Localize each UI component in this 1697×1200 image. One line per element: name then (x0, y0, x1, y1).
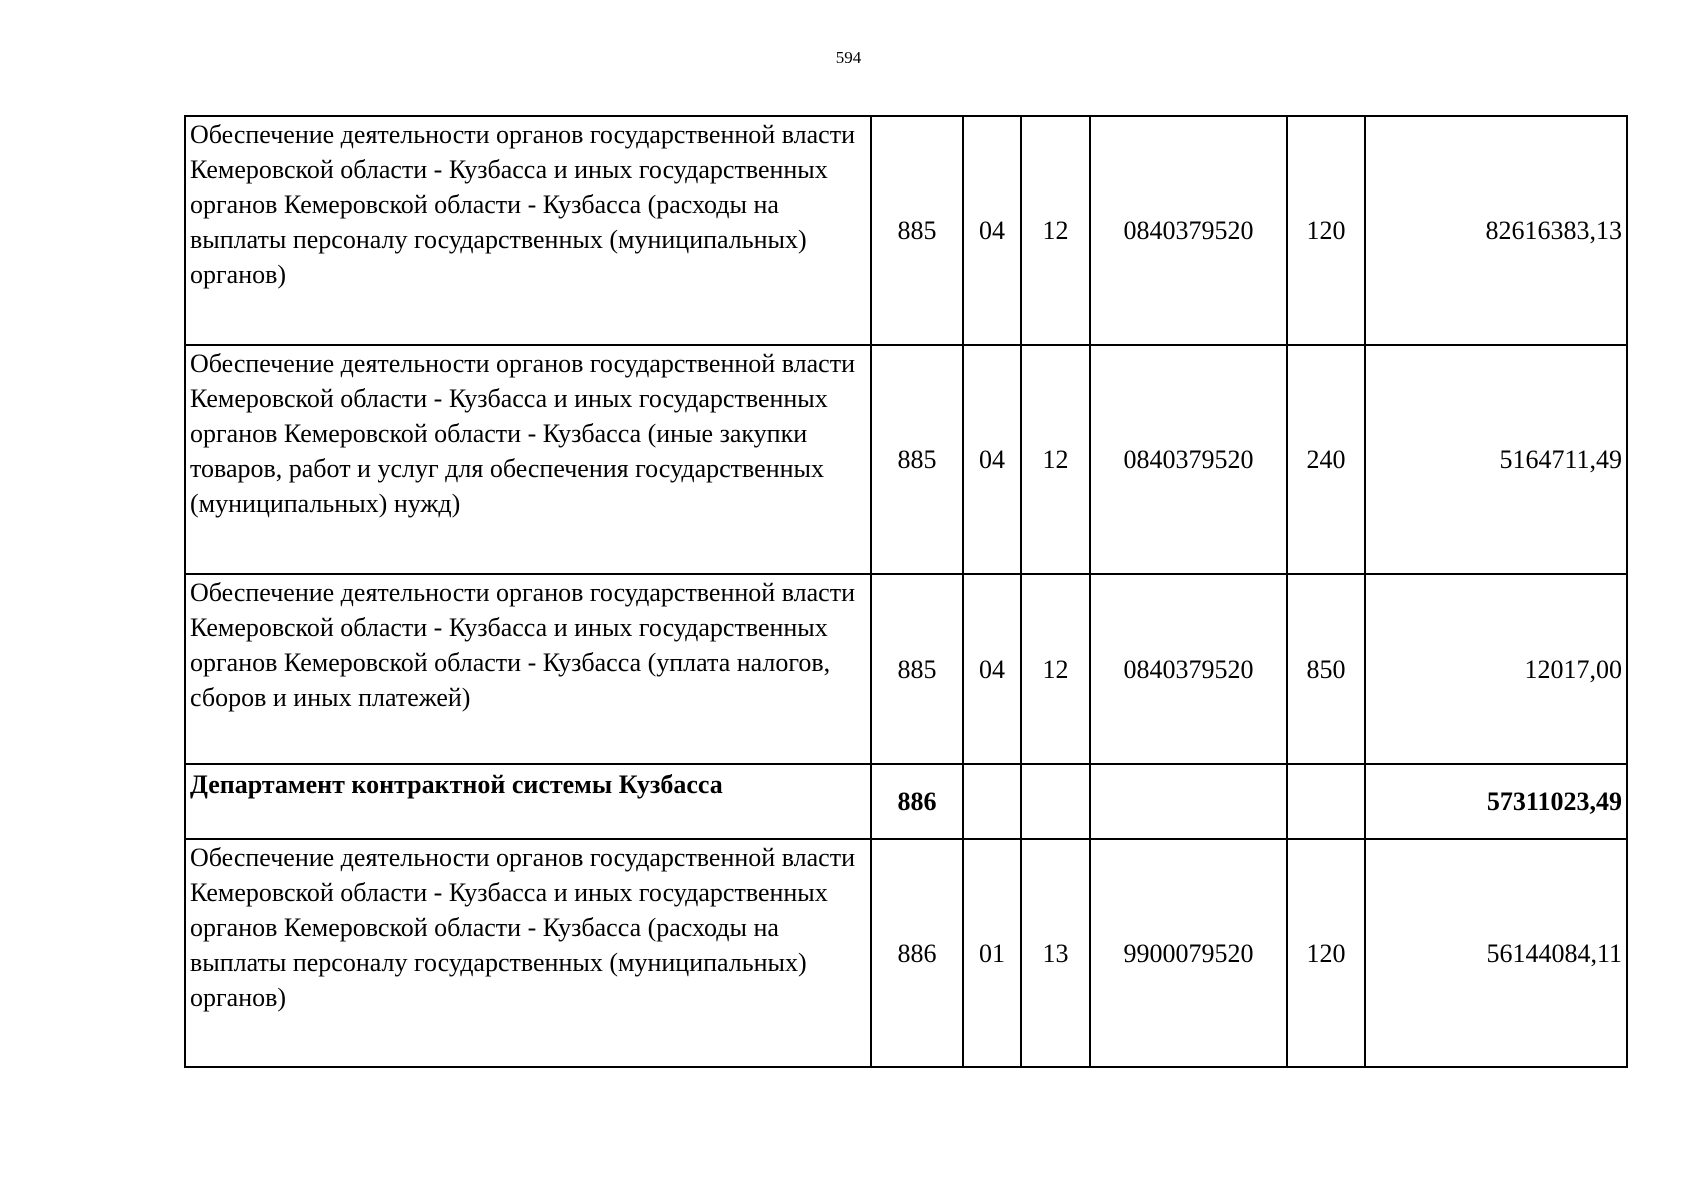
section-code-cell: 01 (963, 839, 1021, 1067)
expense-name-cell: Обеспечение деятельности органов государственной власти Кемеровской области - Кузбасса и иных государственных органов Кемеровской области - Кузбасса (иные закупки товаров, работ и услуг для обеспечения государственных (муниципальных) нужд) (185, 345, 871, 574)
department-total-row (185, 764, 1627, 839)
subsection-code-cell: 12 (1021, 345, 1090, 574)
expense-name-cell: Обеспечение деятельности органов государственной власти Кемеровской области - Кузбасса и иных государственных органов Кемеровской области - Кузбасса (расходы на выплаты персоналу государственных (муниципальных) органов) (185, 839, 871, 1067)
subsection-code-cell: 12 (1021, 574, 1090, 764)
ministry-code-cell: 886 (871, 839, 963, 1067)
target-article-cell (1090, 764, 1287, 839)
table-row (185, 574, 1627, 764)
amount-cell: 56144084,11 (1365, 839, 1627, 1067)
expense-type-cell: 120 (1287, 839, 1365, 1067)
section-code-cell: 04 (963, 574, 1021, 764)
table-row (185, 345, 1627, 574)
section-code-cell (963, 764, 1021, 839)
section-code-cell: 04 (963, 345, 1021, 574)
target-article-cell: 0840379520 (1090, 116, 1287, 345)
subsection-code-cell: 12 (1021, 116, 1090, 345)
amount-cell: 5164711,49 (1365, 345, 1627, 574)
ministry-code-cell: 886 (871, 764, 963, 839)
department-name-cell: Департамент контрактной системы Кузбасса (185, 764, 871, 839)
amount-cell: 82616383,13 (1365, 116, 1627, 345)
target-article-cell: 0840379520 (1090, 345, 1287, 574)
expense-name-cell: Обеспечение деятельности органов государственной власти Кемеровской области - Кузбасса и иных государственных органов Кемеровской области - Кузбасса (расходы на выплаты персоналу государственных (муниципальных) органов) (185, 116, 871, 345)
ministry-code-cell: 885 (871, 574, 963, 764)
expense-type-cell: 850 (1287, 574, 1365, 764)
expense-type-cell (1287, 764, 1365, 839)
expense-type-cell: 120 (1287, 116, 1365, 345)
table-row (185, 116, 1627, 345)
section-code-cell: 04 (963, 116, 1021, 345)
page-number: 594 (835, 48, 862, 67)
budget-table (184, 115, 1628, 1068)
ministry-code-cell: 885 (871, 345, 963, 574)
expense-type-cell: 240 (1287, 345, 1365, 574)
amount-cell: 12017,00 (1365, 574, 1627, 764)
subsection-code-cell (1021, 764, 1090, 839)
subsection-code-cell: 13 (1021, 839, 1090, 1067)
department-total-amount-cell: 57311023,49 (1365, 764, 1627, 839)
ministry-code-cell: 885 (871, 116, 963, 345)
expense-name-cell: Обеспечение деятельности органов государственной власти Кемеровской области - Кузбасса и иных государственных органов Кемеровской области - Кузбасса (уплата налогов, сборов и иных платежей) (185, 574, 871, 764)
target-article-cell: 0840379520 (1090, 574, 1287, 764)
target-article-cell: 9900079520 (1090, 839, 1287, 1067)
table-row (185, 839, 1627, 1067)
